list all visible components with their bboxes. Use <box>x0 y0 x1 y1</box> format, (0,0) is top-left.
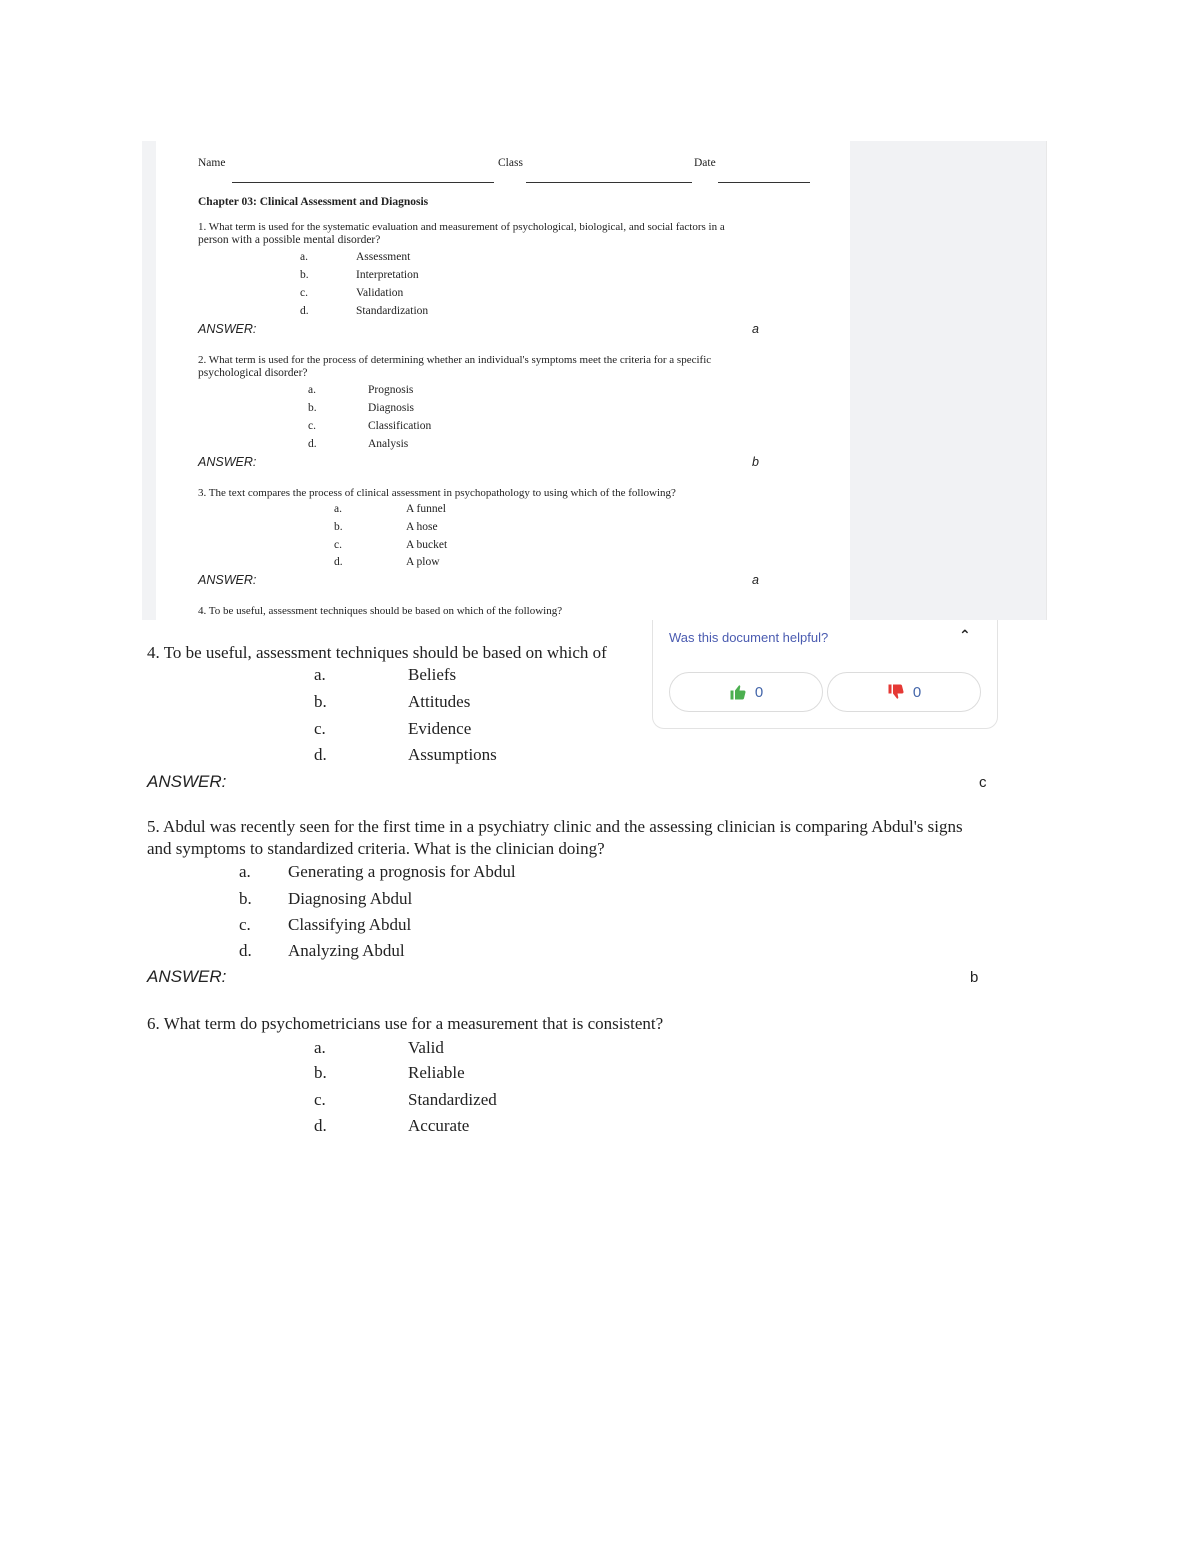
preview-q3-opt-letter: d. <box>334 556 343 568</box>
preview-q3-opt-letter: c. <box>334 539 342 551</box>
preview-q2-opt-text: Classification <box>368 420 432 432</box>
q4-option-c-letter: c. <box>314 719 326 738</box>
preview-scrollbar[interactable] <box>1046 141 1058 620</box>
preview-left-margin <box>142 141 156 620</box>
question-5-line2: and symptoms to standardized criteria. What is the clinician doing? <box>147 839 605 858</box>
q5-option-a-letter: a. <box>239 862 251 881</box>
q5-option-a-text: Generating a prognosis for Abdul <box>288 862 516 881</box>
helpful-button[interactable] <box>669 672 823 712</box>
q4-option-d-text: Assumptions <box>408 745 497 764</box>
document-preview-image <box>142 141 1058 620</box>
name-label: Name <box>198 157 226 169</box>
preview-q1-opt-letter: c. <box>300 287 308 299</box>
q5-option-d-text: Analyzing Abdul <box>288 941 405 960</box>
preview-q4-line: 4. To be useful, assessment techniques should be based on which of the following? <box>198 605 563 617</box>
q4-option-a-text: Beliefs <box>408 665 457 684</box>
preview-q2-opt-text: Prognosis <box>368 384 414 396</box>
question-6-text: 6. What term do psychometricians use for a measurement that is consistent? <box>147 1014 664 1033</box>
preview-q2-opt-text: Diagnosis <box>368 402 414 414</box>
q6-option-b-text: Reliable <box>408 1063 465 1082</box>
preview-q1-line2: person with a possible mental disorder? <box>198 234 381 246</box>
q6-option-c-letter: c. <box>314 1090 326 1109</box>
q6-option-d-text: Accurate <box>408 1116 470 1135</box>
not-helpful-count: 0 <box>912 683 922 701</box>
preview-q1-opt-letter: b. <box>300 269 309 281</box>
preview-q3-opt-text: A hose <box>406 521 438 533</box>
chapter-title: Chapter 03: Clinical Assessment and Diagnosis <box>198 196 429 208</box>
preview-q3-opt-letter: b. <box>334 521 343 533</box>
preview-q1-opt-text: Assessment <box>356 251 411 263</box>
preview-q3-opt-text: A bucket <box>406 539 448 551</box>
question-4-text: 4. To be useful, assessment techniques should be based on which of <box>147 643 607 662</box>
q4-option-c-text: Evidence <box>408 719 472 738</box>
q5-option-c-letter: c. <box>239 915 251 934</box>
q4-option-b-text: Attitudes <box>408 692 471 711</box>
q4-option-b-letter: b. <box>314 692 327 711</box>
preview-q2-opt-text: Analysis <box>368 438 409 450</box>
q5-answer-value: b <box>970 969 979 986</box>
preview-q2-line1: 2. What term is used for the process of determining whether an individual's symptoms meet the criteria for a specific <box>198 354 712 366</box>
preview-q2-opt-letter: c. <box>308 420 316 432</box>
chevron-up-icon[interactable]: ⌃ <box>959 628 971 644</box>
preview-q1-answer: a <box>752 322 759 336</box>
q4-option-a-letter: a. <box>314 665 326 684</box>
preview-q1-opt-letter: d. <box>300 305 309 317</box>
preview-q3-opt-letter: a. <box>334 503 342 515</box>
preview-q3-answer-label: ANSWER: <box>198 573 257 587</box>
preview-q3-opt-text: A plow <box>406 556 440 568</box>
q6-option-d-letter: d. <box>314 1116 327 1135</box>
preview-q2-opt-letter: b. <box>308 402 317 414</box>
preview-q2-opt-letter: a. <box>308 384 316 396</box>
preview-q3-answer: a <box>752 573 759 587</box>
preview-q1-answer-label: ANSWER: <box>198 322 257 336</box>
thumbs-down-icon <box>887 683 905 701</box>
q6-option-a-text: Valid <box>408 1038 444 1057</box>
question-5-line1: 5. Abdul was recently seen for the first time in a psychiatry clinic and the assessing clinician is comparing Abdul's signs <box>147 817 963 836</box>
q5-option-c-text: Classifying Abdul <box>288 915 412 934</box>
feedback-widget <box>652 620 998 729</box>
preview-q1-opt-text: Interpretation <box>356 269 419 281</box>
name-underline <box>232 182 494 183</box>
q4-option-d-letter: d. <box>314 745 327 764</box>
q5-option-b-text: Diagnosing Abdul <box>288 889 413 908</box>
preview-q2-answer-label: ANSWER: <box>198 455 257 469</box>
preview-q2-answer: b <box>752 455 759 469</box>
preview-q1-opt-letter: a. <box>300 251 308 263</box>
preview-q3-opt-text: A funnel <box>406 503 446 515</box>
feedback-title: Was this document helpful? <box>669 630 829 645</box>
preview-q3-line1: 3. The text compares the process of clinical assessment in psychopathology to using which of the following? <box>198 487 676 499</box>
date-label: Date <box>694 157 716 169</box>
not-helpful-button[interactable] <box>827 672 981 712</box>
q5-option-d-letter: d. <box>239 941 252 960</box>
preview-q1-line1: 1. What term is used for the systematic evaluation and measurement of psychological, biological, and social factors in a <box>198 221 725 233</box>
preview-q1-opt-text: Standardization <box>356 305 429 317</box>
date-underline <box>718 182 810 183</box>
preview-q2-opt-letter: d. <box>308 438 317 450</box>
q5-answer-label: ANSWER: <box>147 967 227 986</box>
q5-option-b-letter: b. <box>239 889 252 908</box>
preview-q1-opt-text: Validation <box>356 287 404 299</box>
q6-option-a-letter: a. <box>314 1038 326 1057</box>
q4-answer-value: c <box>979 774 987 791</box>
helpful-count: 0 <box>754 683 764 701</box>
thumbs-up-icon <box>729 683 747 701</box>
class-label: Class <box>498 157 523 169</box>
class-underline <box>526 182 692 183</box>
q4-answer-label: ANSWER: <box>147 772 227 791</box>
preview-side-panel <box>850 141 1046 620</box>
preview-q2-line2: psychological disorder? <box>198 367 308 379</box>
q6-option-c-text: Standardized <box>408 1090 497 1109</box>
q6-option-b-letter: b. <box>314 1063 327 1082</box>
